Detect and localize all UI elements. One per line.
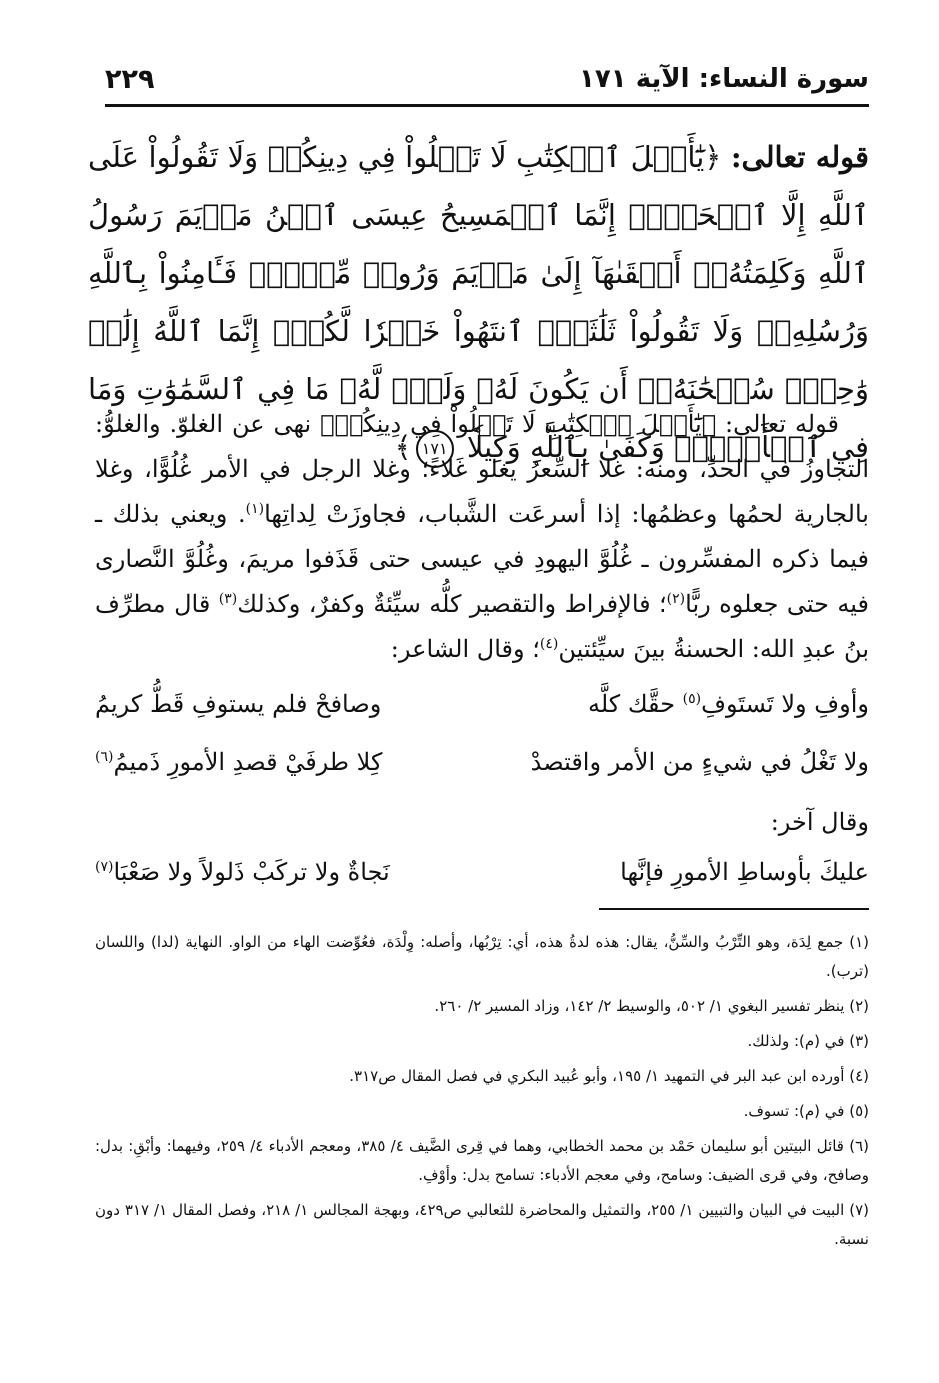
commentary-segment: . ويعني بذلك ـ فيما ذكره المفسِّرون ـ غُلُوَّ اليهودِ في عيسى حتى قَذَفوا مريمَ، وغُلُوَّ النَّصارى فيه حتى جعلوه ربًّا: [95, 500, 869, 618]
footnote-ref-2: (٢): [666, 591, 686, 607]
poem-intro: وقال آخر:: [770, 808, 869, 836]
footnote-ref-1: (١): [245, 501, 265, 517]
hemistich-text: وأوفِ ولا تَستَوفِ: [701, 690, 869, 718]
footnote-7: (٧) البيت في البيان والتبيين ١/ ٢٥٥، والتمثيل والمحاضرة للثعالبي ص٤٢٩، وبهجة المجالس ١/ ٢١٨، وفصل المقال ١/ ٣١٧ دون نسبة.: [95, 1201, 869, 1248]
poem-hemistich: [95, 858, 390, 886]
poem-hemistich: [588, 690, 869, 718]
page-header: [105, 60, 869, 107]
footnote-1: (١) جمع لِدَة، وهو التِّرْبُ والسِّنُّ، يقال: هذه لدةُ هذه، أي: تِرْبُها، وأصله: وِلْدَة، فعُوِّضت الهاء من الواو. النهاية (لدا) واللسان (ترب).: [95, 933, 869, 980]
footnote-2: (٢) ينظر تفسير البغوي ١/ ٥٠٢، والوسيط ٢/ ١٤٢، وزاد المسير ٢/ ٢٦٠.: [434, 997, 869, 1015]
commentary-text: [95, 402, 869, 672]
commentary-segment: ؛ فالإفراط والتقصير كلُّه سيِّئةٌ وكفرٌ، وكذلك: [237, 590, 667, 618]
ayah-number-marker: ١٧١: [416, 430, 454, 468]
commentary-paragraph: [95, 402, 869, 672]
verse-text: يَٰٓأَهۡلَ ٱلۡكِتَٰبِ لَا تَغۡلُواْ فِي دِينِكُمۡ وَلَا تَقُولُواْ عَلَى ٱللَّهِ إِلَّا ٱلۡحَقَّۚ إِنَّمَا ٱلۡمَسِيحُ عِيسَى ٱبۡنُ مَرۡيَمَ رَسُولُ ٱللَّهِ وَكَلِمَتُهُۥٓ أَلۡقَىٰهَآ إِلَىٰ مَرۡيَمَ وَرُوحٞ مِّنۡهُۖ فَـَٔامِنُواْ بِٱللَّهِ وَرُسُلِهِۦۖ وَلَا تَقُولُواْ ثَلَٰثَةٌۚ ٱنتَهُواْ خَيۡرٗا لَّكُمۡۚ إِنَّمَا ٱللَّهُ إِلَٰهٞ وَٰحِدٞۖ سُبۡحَٰنَهُۥٓ أَن يَكُونَ لَهُۥ وَلَدٞۘ لَّهُۥ مَا فِي ٱلسَّمَٰوَٰتِ وَمَا فِي ٱلۡأَرۡضِۗ وَكَفَىٰ بِٱللَّهِ وَكِيلٗا: [88, 140, 869, 464]
commentary-segment: ؛ وقال الشاعر:: [390, 635, 540, 663]
hemistich-text: كِلا طرفَيْ قصدِ الأمورِ ذَميمُ: [113, 748, 383, 776]
poem-hemistich: [95, 748, 382, 776]
poem-hemistich: ولا تَغْلُ في شيءٍ من الأمر واقتصدْ: [530, 748, 869, 776]
poem-verse-1: [95, 690, 869, 734]
poem-hemistich: وصافحْ فلم يستوفِ قَطُّ كريمُ: [95, 690, 382, 718]
verse-lead: قوله تعالى:: [730, 140, 870, 174]
hemistich-text: حقَّك كلَّه: [587, 690, 683, 718]
footnote-3: (٣) في (م): ولذلك.: [747, 1032, 869, 1050]
footnote-6: (٦) قائل البيتين أبو سليمان حَمْد بن محمد الخطابي، وهما في قِرى الضَّيف ٤/ ٣٨٥، ومعجم الأدباء ٤/ ٢٥٩، وفيهما: وأبْقِ: بدل: وصافح، وفي قرى الضيف: وسامح، وفي معجم الأدباء: تسامح بدل: وأوْفِ.: [95, 1137, 869, 1184]
page-number: ٢٢٩: [105, 64, 155, 95]
poem-hemistich: عليكَ بأوساطِ الأمورِ فإنَّها: [620, 858, 869, 886]
footnote-ref-3: (٣): [218, 591, 238, 607]
footnote-4: (٤) أورده ابن عبد البر في التمهيد ١/ ١٩٥، وأبو عُبيد البكري في فصل المقال ص٣١٧.: [349, 1067, 869, 1085]
hemistich-text: نَجاةٌ ولا تركَبْ ذَلولاً ولا صَعْبَا: [113, 858, 390, 886]
poem-verse-2: [95, 748, 869, 792]
commentary-segment: قوله تعالى: ﴿يَٰٓأَهۡلَ ٱلۡكِتَٰبِ لَا تَغۡلُواْ فِي دِينِكُمۡ﴾ نهى عن الغلوّ. والغلوُّ: التجاوزُ في الحدِّ، ومنه: غلا السِّعرُ يغلو غَلاءً؛ وغلا الرجل في الأمر غُلُوًّا، وغلا بالجارية لحمُها وعظمُها: إذا أسرعَت الشَّباب، فجاوزَتْ لِداتِها: [95, 410, 869, 528]
verse-close-bracket: ﴾: [394, 430, 412, 464]
footnote-divider: [599, 908, 869, 910]
footnote-5: (٥) في (م): تسوف.: [743, 1102, 869, 1120]
footnotes-section: [95, 928, 869, 1260]
footnote-ref-5: (٥): [682, 691, 702, 707]
poem-verse-3: [95, 858, 869, 902]
running-title: سورة النساء: الآية ١٧١: [579, 64, 869, 94]
footnote-ref-6: (٦): [95, 749, 114, 765]
footnote-ref-4: (٤): [539, 636, 559, 652]
commentary-segment: قال مطرِّف بنُ عبدِ الله: الحسنةُ بينَ سيِّئتين: [95, 590, 869, 663]
verse-open-bracket: ﴿: [704, 140, 722, 174]
footnote-ref-7: (٧): [95, 859, 114, 875]
